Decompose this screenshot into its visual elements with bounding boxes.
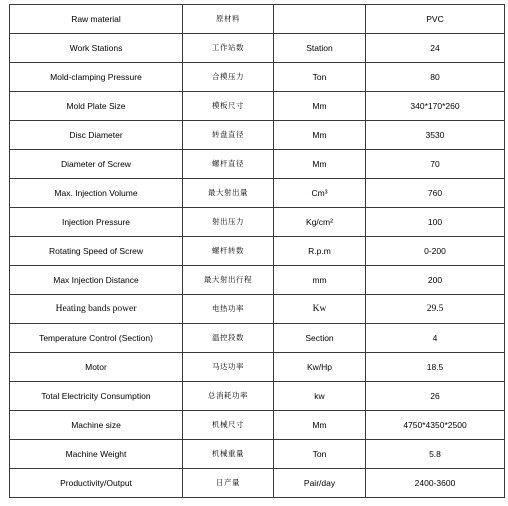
- parameter-name-en: Raw material: [10, 5, 183, 34]
- table-row: [10, 440, 505, 469]
- table-row: [10, 34, 505, 63]
- parameter-name-en: Heating bands power: [10, 295, 183, 324]
- table-row: [10, 266, 505, 295]
- parameter-value: 24: [366, 34, 505, 63]
- parameter-unit: Ton: [274, 440, 366, 469]
- parameter-name-en: Machine Weight: [10, 440, 183, 469]
- parameter-unit: Mm: [274, 92, 366, 121]
- parameter-unit: Mm: [274, 150, 366, 179]
- parameter-unit: Kg/cm²: [274, 208, 366, 237]
- table-row: [10, 92, 505, 121]
- parameter-value: 80: [366, 63, 505, 92]
- parameter-name-zh: 温控段数: [183, 324, 274, 353]
- table-row: [10, 179, 505, 208]
- table-row: [10, 324, 505, 353]
- table-row: [10, 469, 505, 498]
- parameter-name-zh: 转盘直径: [183, 121, 274, 150]
- parameter-unit: Mm: [274, 411, 366, 440]
- parameter-unit: Mm: [274, 121, 366, 150]
- parameter-unit: R.p.m: [274, 237, 366, 266]
- parameter-unit: [274, 5, 366, 34]
- parameter-name-zh: 电热功率: [183, 295, 274, 324]
- table-row: [10, 121, 505, 150]
- parameter-name-zh: 工作站数: [183, 34, 274, 63]
- table-row: [10, 237, 505, 266]
- parameter-value: PVC: [366, 5, 505, 34]
- parameter-value: 5.8: [366, 440, 505, 469]
- parameter-name-zh: 模板尺寸: [183, 92, 274, 121]
- parameter-name-zh: 机械尺寸: [183, 411, 274, 440]
- parameter-name-en: Injection Pressure: [10, 208, 183, 237]
- parameter-name-zh: 螺杆直径: [183, 150, 274, 179]
- parameter-name-zh: 最大射出量: [183, 179, 274, 208]
- parameter-unit: Cm³: [274, 179, 366, 208]
- parameter-name-en: Mold Plate Size: [10, 92, 183, 121]
- parameter-value: 100: [366, 208, 505, 237]
- parameter-name-en: Rotating Speed of Screw: [10, 237, 183, 266]
- parameter-name-en: Total Electricity Consumption: [10, 382, 183, 411]
- parameter-unit: kw: [274, 382, 366, 411]
- parameter-unit: Ton: [274, 63, 366, 92]
- parameter-name-en: Disc Diameter: [10, 121, 183, 150]
- parameter-unit: Kw/Hp: [274, 353, 366, 382]
- table-row: [10, 150, 505, 179]
- parameter-unit: Station: [274, 34, 366, 63]
- parameter-name-zh: 马达功率: [183, 353, 274, 382]
- parameter-value: 0-200: [366, 237, 505, 266]
- table-row: [10, 382, 505, 411]
- table-row: [10, 5, 505, 34]
- parameter-name-zh: 螺杆转数: [183, 237, 274, 266]
- parameter-name-en: Temperature Control (Section): [10, 324, 183, 353]
- parameter-value: 26: [366, 382, 505, 411]
- parameter-unit: Section: [274, 324, 366, 353]
- specification-table: [9, 4, 505, 498]
- parameter-name-en: Max. Injection Volume: [10, 179, 183, 208]
- parameter-value: 3530: [366, 121, 505, 150]
- parameter-name-zh: 原材料: [183, 5, 274, 34]
- parameter-name-zh: 总消耗功率: [183, 382, 274, 411]
- table-row: [10, 208, 505, 237]
- specification-table-body: [10, 5, 505, 498]
- parameter-value: 70: [366, 150, 505, 179]
- parameter-name-en: Mold-clamping Pressure: [10, 63, 183, 92]
- table-row: [10, 63, 505, 92]
- parameter-name-zh: 日产量: [183, 469, 274, 498]
- parameter-value: 4750*4350*2500: [366, 411, 505, 440]
- parameter-value: 4: [366, 324, 505, 353]
- parameter-value: 760: [366, 179, 505, 208]
- parameter-name-en: Work Stations: [10, 34, 183, 63]
- parameter-name-en: Diameter of Screw: [10, 150, 183, 179]
- parameter-value: 200: [366, 266, 505, 295]
- table-row: [10, 411, 505, 440]
- parameter-name-en: Machine size: [10, 411, 183, 440]
- parameter-value: 18.5: [366, 353, 505, 382]
- parameter-name-zh: 最大射出行程: [183, 266, 274, 295]
- parameter-name-en: Max Injection Distance: [10, 266, 183, 295]
- parameter-name-en: Productivity/Output: [10, 469, 183, 498]
- table-row: [10, 353, 505, 382]
- parameter-value: 29.5: [366, 295, 505, 324]
- parameter-name-zh: 射出压力: [183, 208, 274, 237]
- parameter-name-en: Motor: [10, 353, 183, 382]
- parameter-value: 340*170*260: [366, 92, 505, 121]
- parameter-value: 2400-3600: [366, 469, 505, 498]
- parameter-unit: Kw: [274, 295, 366, 324]
- parameter-unit: Pair/day: [274, 469, 366, 498]
- parameter-name-zh: 合模压力: [183, 63, 274, 92]
- table-row: [10, 295, 505, 324]
- parameter-name-zh: 机械重量: [183, 440, 274, 469]
- parameter-unit: mm: [274, 266, 366, 295]
